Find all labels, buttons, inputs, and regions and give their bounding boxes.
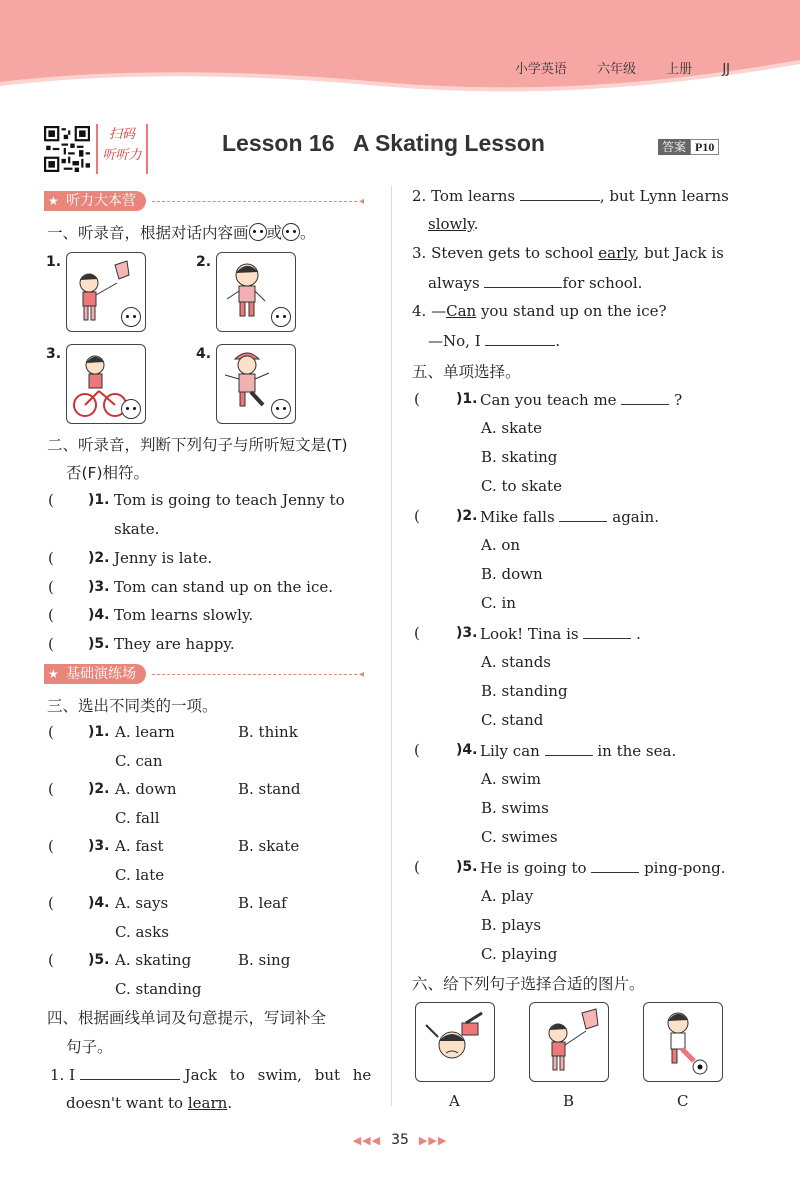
s4-q4-blank[interactable] [485, 331, 555, 346]
s5-question-1: Can you teach me ? [480, 391, 683, 409]
s3-opt-a-5: A. skating [115, 951, 192, 969]
s5-blank-5[interactable] [591, 858, 639, 873]
s6-label-b: B [563, 1092, 575, 1110]
s4-q3-line1: 3. Steven gets to school early, but Jack is [412, 244, 724, 262]
s1-label-1: 1. [46, 254, 62, 270]
s6-picture-b[interactable] [529, 1002, 609, 1082]
s1-picture-1 [66, 252, 146, 332]
s6-picture-c[interactable] [643, 1002, 723, 1082]
s5-option-5-a[interactable]: A. play [481, 887, 534, 905]
section-4-title-2: 句子。 [66, 1038, 113, 1056]
s4-q2-blank[interactable] [520, 186, 600, 201]
s5-option-1-a[interactable]: A. skate [481, 419, 543, 437]
answer-page: P10 [690, 139, 719, 155]
section-2-title-1: 二、听录音，判断下列句子与所听短文是(T) [47, 436, 348, 454]
boy-kite-icon [530, 1003, 608, 1081]
s5-option-2-a[interactable]: A. on [481, 536, 521, 554]
s2-paren-5[interactable]: ( [48, 635, 54, 653]
banner-basics: ★ 基础演练场 ◂ [44, 663, 364, 685]
section-3-title: 三、选出不同类的一项。 [47, 697, 218, 715]
sad-face-icon [282, 223, 300, 241]
s5-option-4-a[interactable]: A. swim [481, 770, 541, 788]
s4-q1-blank[interactable] [80, 1065, 180, 1080]
s5-option-3-a[interactable]: A. stands [481, 653, 551, 671]
s3-opt-b-1: B. think [238, 723, 298, 741]
prev-arrows-icon: ◀◀◀ [352, 1134, 382, 1147]
s3-paren-3[interactable]: ( [48, 837, 54, 855]
s5-option-2-c[interactable]: C. in [481, 594, 516, 612]
answer-reference [658, 138, 719, 155]
s3-opt-c-5: C. standing [115, 980, 202, 998]
s5-blank-2[interactable] [559, 507, 607, 522]
s5-paren-2[interactable]: ( [414, 507, 420, 525]
s4-q3-blank[interactable] [484, 273, 562, 288]
section-4-title-1: 四、根据画线单词及句意提示，写词补全 [47, 1009, 327, 1027]
boy-falling-icon [416, 1003, 494, 1081]
s3-opt-c-2: C. fall [115, 809, 160, 827]
s2-paren-1[interactable]: ( [48, 491, 54, 509]
s5-question-4: Lily can in the sea. [480, 742, 677, 760]
s3-opt-a-2: A. down [115, 780, 177, 798]
s3-opt-c-3: C. late [115, 866, 165, 884]
header-info [501, 58, 730, 77]
smile-face-icon [249, 223, 267, 241]
section-1-title: 一、听录音，根据对话内容画 或 。 [47, 224, 316, 242]
s3-opt-b-5: B. sing [238, 951, 291, 969]
s1-picture-2 [216, 252, 296, 332]
s4-q4-line1: 4. —Can you stand up on the ice? [412, 302, 667, 320]
section-2-title-2: 否(F)相符。 [66, 464, 150, 482]
page-number: 35 [391, 1132, 409, 1148]
s3-paren-2[interactable]: ( [48, 780, 54, 798]
s5-blank-1[interactable] [621, 390, 669, 405]
s5-blank-3[interactable] [583, 624, 631, 639]
s3-paren-5[interactable]: ( [48, 951, 54, 969]
s2-text-3: Tom can stand up on the ice. [114, 578, 334, 596]
s1-label-3: 3. [46, 346, 62, 362]
s5-num-1: )1. [456, 391, 478, 407]
s4-q1-line2: doesn't want to learn. [66, 1094, 233, 1112]
header-edition: JJ [722, 62, 730, 77]
s6-label-a: A [449, 1092, 460, 1110]
s3-opt-c-4: C. asks [115, 923, 169, 941]
s5-option-1-b[interactable]: B. skating [481, 448, 558, 466]
s3-opt-b-3: B. skate [238, 837, 300, 855]
s3-num-3: )3. [88, 838, 110, 854]
s2-num-3: )3. [88, 579, 110, 595]
s4-q2-line1: 2. Tom learns , but Lynn learns [412, 187, 729, 205]
s2-text-2: Jenny is late. [114, 549, 213, 567]
s1-face-circle-4[interactable] [271, 399, 291, 419]
s5-num-3: )3. [456, 625, 478, 641]
s3-num-5: )5. [88, 952, 110, 968]
s4-q1-line1: 1. I Jack to swim, but he [50, 1066, 372, 1084]
s5-num-2: )2. [456, 508, 478, 524]
s3-num-1: )1. [88, 724, 110, 740]
section-5-title: 五、单项选择。 [412, 363, 521, 381]
s5-option-2-b[interactable]: B. down [481, 565, 543, 583]
s3-opt-b-2: B. stand [238, 780, 301, 798]
s4-q4-line2: —No, I . [428, 332, 561, 350]
lesson-title: Lesson 16 A Skating Lesson [222, 130, 545, 156]
s2-text-5: They are happy. [114, 635, 235, 653]
s5-paren-5[interactable]: ( [414, 858, 420, 876]
s2-num-4: )4. [88, 607, 110, 623]
s5-question-2: Mike falls again. [480, 508, 659, 526]
s5-option-1-c[interactable]: C. to skate [481, 477, 562, 495]
s3-opt-a-3: A. fast [115, 837, 164, 855]
s3-opt-b-4: B. leaf [238, 894, 287, 912]
s1-label-4: 4. [196, 346, 212, 362]
s2-text-4: Tom learns slowly. [114, 606, 254, 624]
s3-opt-c-1: C. can [115, 752, 163, 770]
s1-picture-4 [216, 344, 296, 424]
s5-option-5-c[interactable]: C. playing [481, 945, 558, 963]
s5-option-5-b[interactable]: B. plays [481, 916, 542, 934]
answer-label: 答案 [658, 139, 690, 155]
banner-basics-label: ★ 基础演练场 [44, 664, 146, 684]
scan-label: 扫码 [108, 127, 135, 142]
s2-paren-2[interactable]: ( [48, 549, 54, 567]
s2-paren-4[interactable]: ( [48, 606, 54, 624]
s6-label-c: C [677, 1092, 689, 1110]
s4-q3-line2: always for school. [428, 274, 643, 292]
s2-num-2: )2. [88, 550, 110, 566]
header-subject: 小学英语 [514, 62, 567, 77]
s3-opt-a-4: A. says [115, 894, 169, 912]
section-6-title: 六、给下列句子选择合适的图片。 [412, 975, 645, 993]
s3-num-4: )4. [88, 895, 110, 911]
s2-num-5: )5. [88, 636, 110, 652]
s2-text-1-cont: skate. [114, 520, 160, 538]
s5-option-4-c[interactable]: C. swimes [481, 828, 558, 846]
s5-option-3-c[interactable]: C. stand [481, 711, 544, 729]
boy-football-icon [644, 1003, 722, 1081]
s3-paren-1[interactable]: ( [48, 723, 54, 741]
s5-question-3: Look! Tina is . [480, 625, 641, 643]
s1-picture-3 [66, 344, 146, 424]
s1-face-circle-1[interactable] [121, 307, 141, 327]
s2-text-1: Tom is going to teach Jenny to [114, 491, 345, 509]
s5-blank-4[interactable] [545, 741, 593, 756]
banner-listening-label: ★ 听力大本营 [44, 191, 146, 211]
s1-face-circle-2[interactable] [271, 307, 291, 327]
s5-paren-3[interactable]: ( [414, 624, 420, 642]
s1-label-2: 2. [196, 254, 212, 270]
s3-opt-a-1: A. learn [115, 723, 175, 741]
s5-num-4: )4. [456, 742, 478, 758]
s2-num-1: )1. [88, 492, 110, 508]
qr-code[interactable] [44, 126, 90, 172]
next-arrows-icon: ▶▶▶ [418, 1134, 448, 1147]
s5-paren-1[interactable]: ( [414, 390, 420, 408]
s6-picture-a[interactable] [415, 1002, 495, 1082]
s2-paren-3[interactable]: ( [48, 578, 54, 596]
header-volume: 上册 [666, 62, 693, 77]
s3-num-2: )2. [88, 781, 110, 797]
s5-option-4-b[interactable]: B. swims [481, 799, 549, 817]
s5-paren-4[interactable]: ( [414, 741, 420, 759]
column-divider [391, 186, 392, 1106]
s5-num-5: )5. [456, 859, 478, 875]
scan-to-listen [96, 124, 148, 174]
listen-label: 听听力 [102, 148, 142, 163]
s5-question-5: He is going to ping-pong. [480, 859, 726, 877]
page-footer [0, 1132, 800, 1148]
header-grade: 六年级 [597, 62, 637, 77]
s4-q2-line2: slowly. [428, 215, 479, 233]
s5-option-3-b[interactable]: B. standing [481, 682, 568, 700]
banner-listening: ★ 听力大本营 ◂ [44, 190, 364, 212]
s3-paren-4[interactable]: ( [48, 894, 54, 912]
s1-face-circle-3[interactable] [121, 399, 141, 419]
